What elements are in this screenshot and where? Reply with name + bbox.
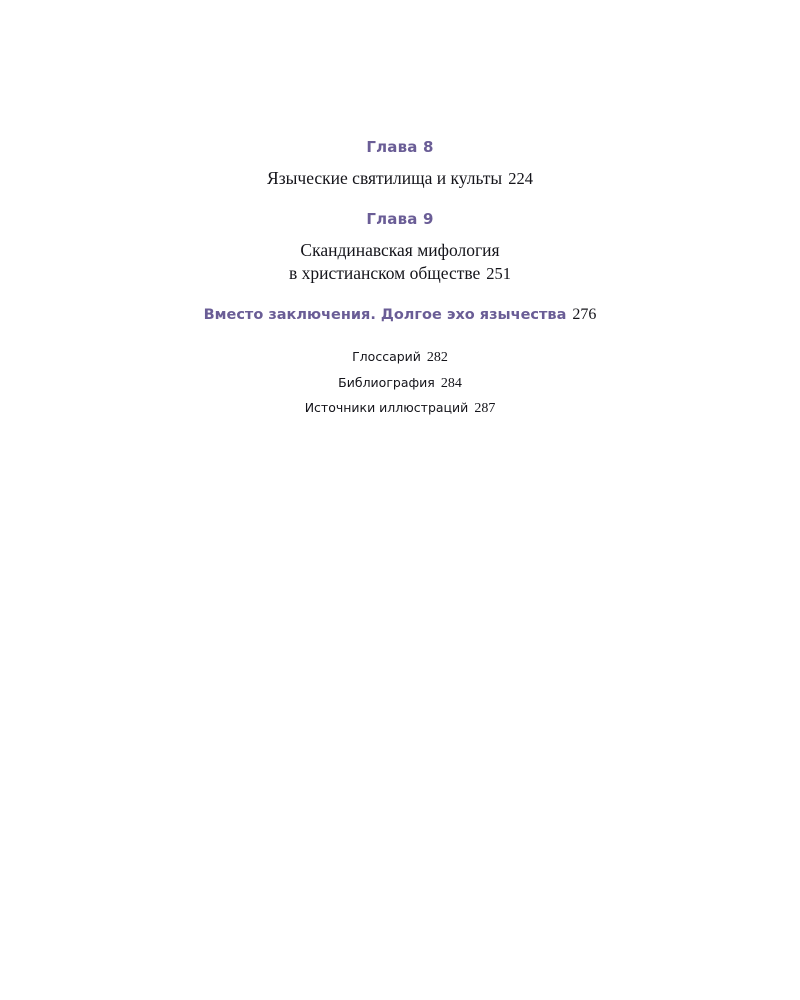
- backmatter-glossary-page-number: 282: [426, 349, 448, 365]
- chapter-8-heading: Глава 8: [366, 138, 434, 156]
- backmatter-illustration-sources-page-number: 287: [474, 401, 496, 417]
- table-of-contents: [0, 138, 800, 422]
- toc-entry-conclusion: [0, 305, 800, 326]
- chapter-8-title: [0, 167, 800, 191]
- backmatter-bibliography: [0, 371, 800, 397]
- chapter-9-heading: Глава 9: [366, 209, 434, 228]
- backmatter-illustration-sources: [0, 396, 800, 422]
- chapter-8-page-number: 224: [508, 169, 533, 188]
- chapter-9-title: [0, 239, 800, 286]
- conclusion-line: [0, 305, 800, 326]
- toc-entry-chapter-9: [0, 210, 800, 286]
- conclusion-page-number: 276: [572, 305, 597, 323]
- backmatter-glossary-label: Глоссарий: [352, 348, 421, 364]
- backmatter-illustration-sources-label: Источники иллюстраций: [304, 400, 469, 416]
- chapter-8-title-text: Языческие святилища и культы: [267, 168, 503, 188]
- chapter-9-page-number: 251: [486, 264, 512, 284]
- conclusion-label: Вместо заключения. Долгое эхо язычества: [203, 306, 567, 323]
- backmatter-bibliography-page-number: 284: [440, 375, 462, 391]
- chapter-9-title-line2: в христианском обществе: [288, 263, 481, 284]
- toc-entry-chapter-8: [0, 138, 800, 191]
- toc-backmatter: [0, 345, 800, 423]
- backmatter-bibliography-label: Библиография: [338, 374, 435, 390]
- backmatter-glossary: [0, 345, 800, 371]
- chapter-9-title-line1: Скандинавская мифология: [300, 239, 500, 260]
